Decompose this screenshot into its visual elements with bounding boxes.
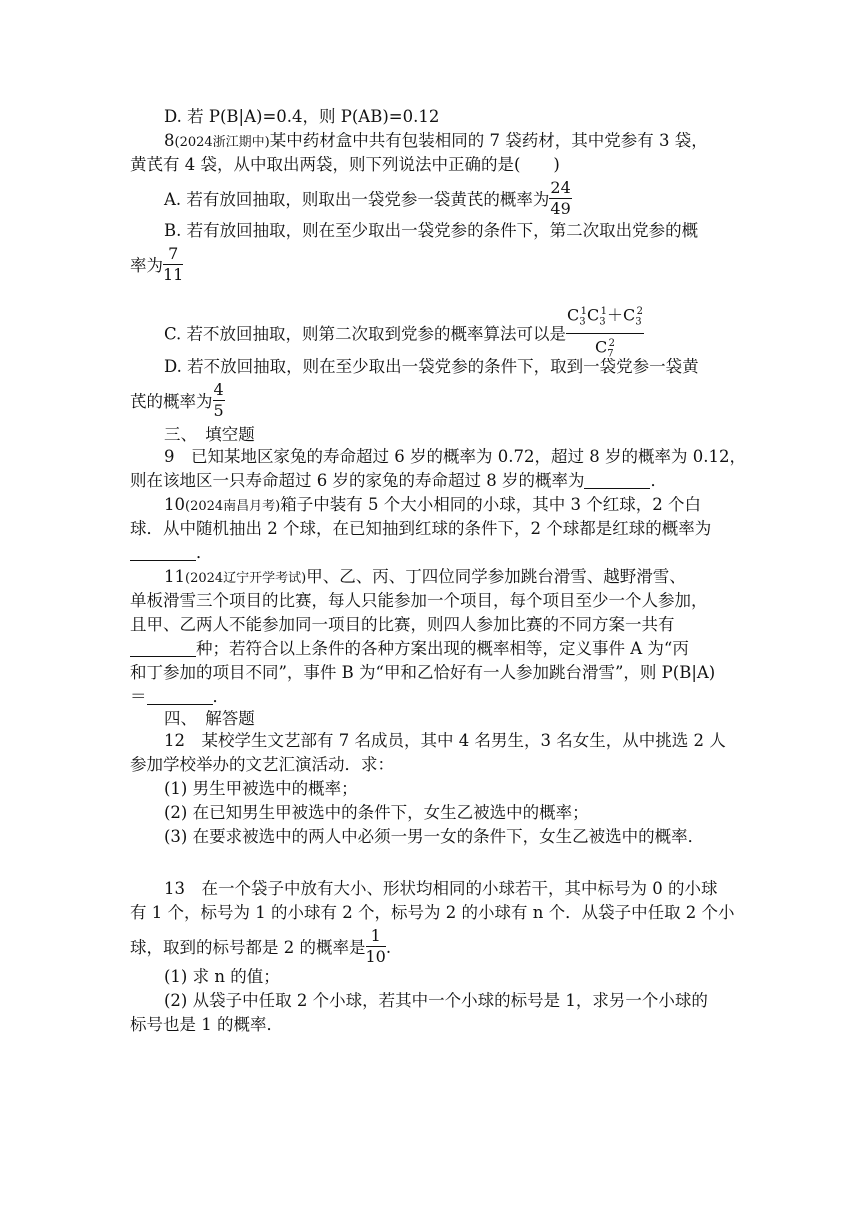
q11-line4-text: 种；若符合以上条件的各种方案出现的概率相等，定义事件 A 为“丙 [196, 639, 689, 658]
q10-source: (2024南昌月考) [185, 499, 281, 514]
q8-option-c-text: C. 若不放回抽取，则第二次取到党参的概率算法可以是 [164, 324, 567, 344]
q13-line1: 13 在一个袋子中放有大小、形状均相同的小球若干，其中标号为 0 的小球 [164, 879, 718, 898]
q11-answer-blank-2[interactable] [147, 686, 213, 705]
q8-option-b-line2 [130, 246, 730, 287]
formula-numerator: $C_3^1C_3^1+C_3^2$ [566, 302, 644, 334]
q13-sub1: (1) 求 n 的值； [164, 967, 280, 986]
q13-sub2-line1: (2) 从袋子中任取 2 个小球，若其中一个小球的标号是 1，求另一个小球的 [164, 991, 708, 1010]
q11-answer-blank-1[interactable] [130, 638, 196, 657]
q11-line6: ＝ ． [130, 687, 229, 706]
q8-option-a-fraction [549, 178, 571, 219]
q11-line5: 和丁参加的项目不同”，事件 B 为“甲和乙恰好有一人参加跳台滑雪”，则 P(B|A) [130, 663, 716, 682]
q10-line1-text: 箱子中装有 5 个大小相同的小球，其中 3 个红球，2 个白 [280, 495, 701, 514]
frac-numerator: 4 [213, 380, 224, 399]
q12-sub2: (2) 在已知男生甲被选中的条件下，女生乙被选中的概率； [164, 803, 589, 822]
q8-option-d-fraction [213, 380, 225, 421]
frac-denominator: 10 [365, 947, 386, 966]
q12-sub3: (3) 在要求被选中的两人中必须一男一女的条件下，女生乙被选中的概率． [164, 827, 705, 846]
q8-option-d-line2 [130, 382, 730, 423]
q10-answer-blank[interactable] [130, 542, 196, 561]
q11-line2: 单板滑雪三个项目的比赛，每人只能参加一个项目，每个项目至少一个人参加， [130, 591, 708, 610]
q12-line1: 12 某校学生文艺部有 7 名成员，其中 4 名男生，3 名女生，从中挑选 2 人 [164, 731, 726, 750]
q9-line2-text: 则在该地区一只寿命超过 6 岁的家兔的寿命超过 8 岁的概率为 [130, 471, 585, 490]
frac-numerator: 7 [163, 244, 183, 265]
section-3-title: 三、 填空题 [164, 425, 255, 444]
frac-numerator: 1 [366, 926, 386, 947]
q8-number: 8 [164, 131, 175, 150]
q7-option-d: D. 若 P(B|A)=0.4，则 P(AB)=0.12 [164, 107, 440, 126]
q8-source: (2024浙江期中) [174, 135, 270, 150]
q8-option-a [164, 180, 764, 221]
q9-line1: 9 已知某地区家兔的寿命超过 6 岁的概率为 0.72，超过 8 岁的概率为 0.12， [164, 447, 746, 466]
q10-number: 10 [164, 495, 185, 514]
q13-fraction [366, 926, 386, 967]
q11-source: (2024辽宁开学考试) [185, 571, 307, 586]
q13-line3-text: 球，取到的标号都是 2 的概率是 [130, 938, 366, 957]
q8-stem-line2: 黄芪有 4 袋，从中取出两袋，则下列说法中正确的是( ) [130, 155, 560, 174]
q12-line2: 参加学校举办的文艺汇演活动．求： [130, 755, 394, 774]
q8-option-a-text: A. 若有放回抽取，则取出一袋党参一袋黄芪的概率为 [164, 190, 550, 209]
q13-sub2-line2: 标号也是 1 的概率． [130, 1015, 283, 1034]
frac-numerator: 24 [550, 178, 571, 197]
q9-answer-blank[interactable] [584, 470, 650, 489]
q8-option-d-text: 芪的概率为 [130, 392, 213, 411]
q8-option-b-fraction [163, 244, 183, 285]
q10-line2: 球．从中随机抽出 2 个球，在已知抽到红球的条件下，2 个球都是红球的概率为 [130, 519, 712, 538]
frac-denominator: 49 [550, 199, 571, 218]
formula-denominator: $C_7^2$ [595, 336, 616, 360]
q8-option-b-text: 率为 [130, 256, 163, 275]
q10-line3: ． [130, 540, 730, 566]
frac-denominator: 11 [163, 265, 184, 284]
q9-line2: 则在该地区一只寿命超过 6 岁的家兔的寿命超过 8 岁的概率为 ． [130, 471, 667, 490]
frac-denominator: 5 [213, 401, 224, 420]
q8-stem-text: 某中药材盒中共有包装相同的 7 袋药材，其中党参有 3 袋， [269, 131, 708, 150]
q11-line6-prefix: ＝ [130, 687, 147, 706]
q13-line2: 有 1 个，标号为 1 的小球有 2 个，标号为 2 的小球有 n 个．从袋子中任取 2 个小 [130, 903, 735, 922]
section-4-title: 四、 解答题 [164, 709, 255, 728]
q8-option-d-line1: D. 若不放回抽取，则在至少取出一袋党参的条件下，取到一袋党参一袋黄 [164, 357, 699, 376]
q11-number: 11 [164, 567, 185, 586]
q8-option-b-line1: B. 若有放回抽取，则在至少取出一袋党参的条件下，第二次取出党参的概 [164, 221, 699, 240]
q13-line3: 球，取到的标号都是 2 的概率是 $\frac{1}{10}$ . [130, 926, 392, 966]
q11-line3: 且甲、乙两人不能参加同一项目的比赛，则四人参加比赛的不同方案一共有 [130, 615, 675, 634]
q11-line1-text: 甲、乙、丙、丁四位同学参加跳台滑雪、越野滑雪、 [306, 567, 686, 586]
q12-sub1: (1) 男生甲被选中的概率； [164, 779, 358, 798]
q11-line4 [130, 636, 730, 662]
